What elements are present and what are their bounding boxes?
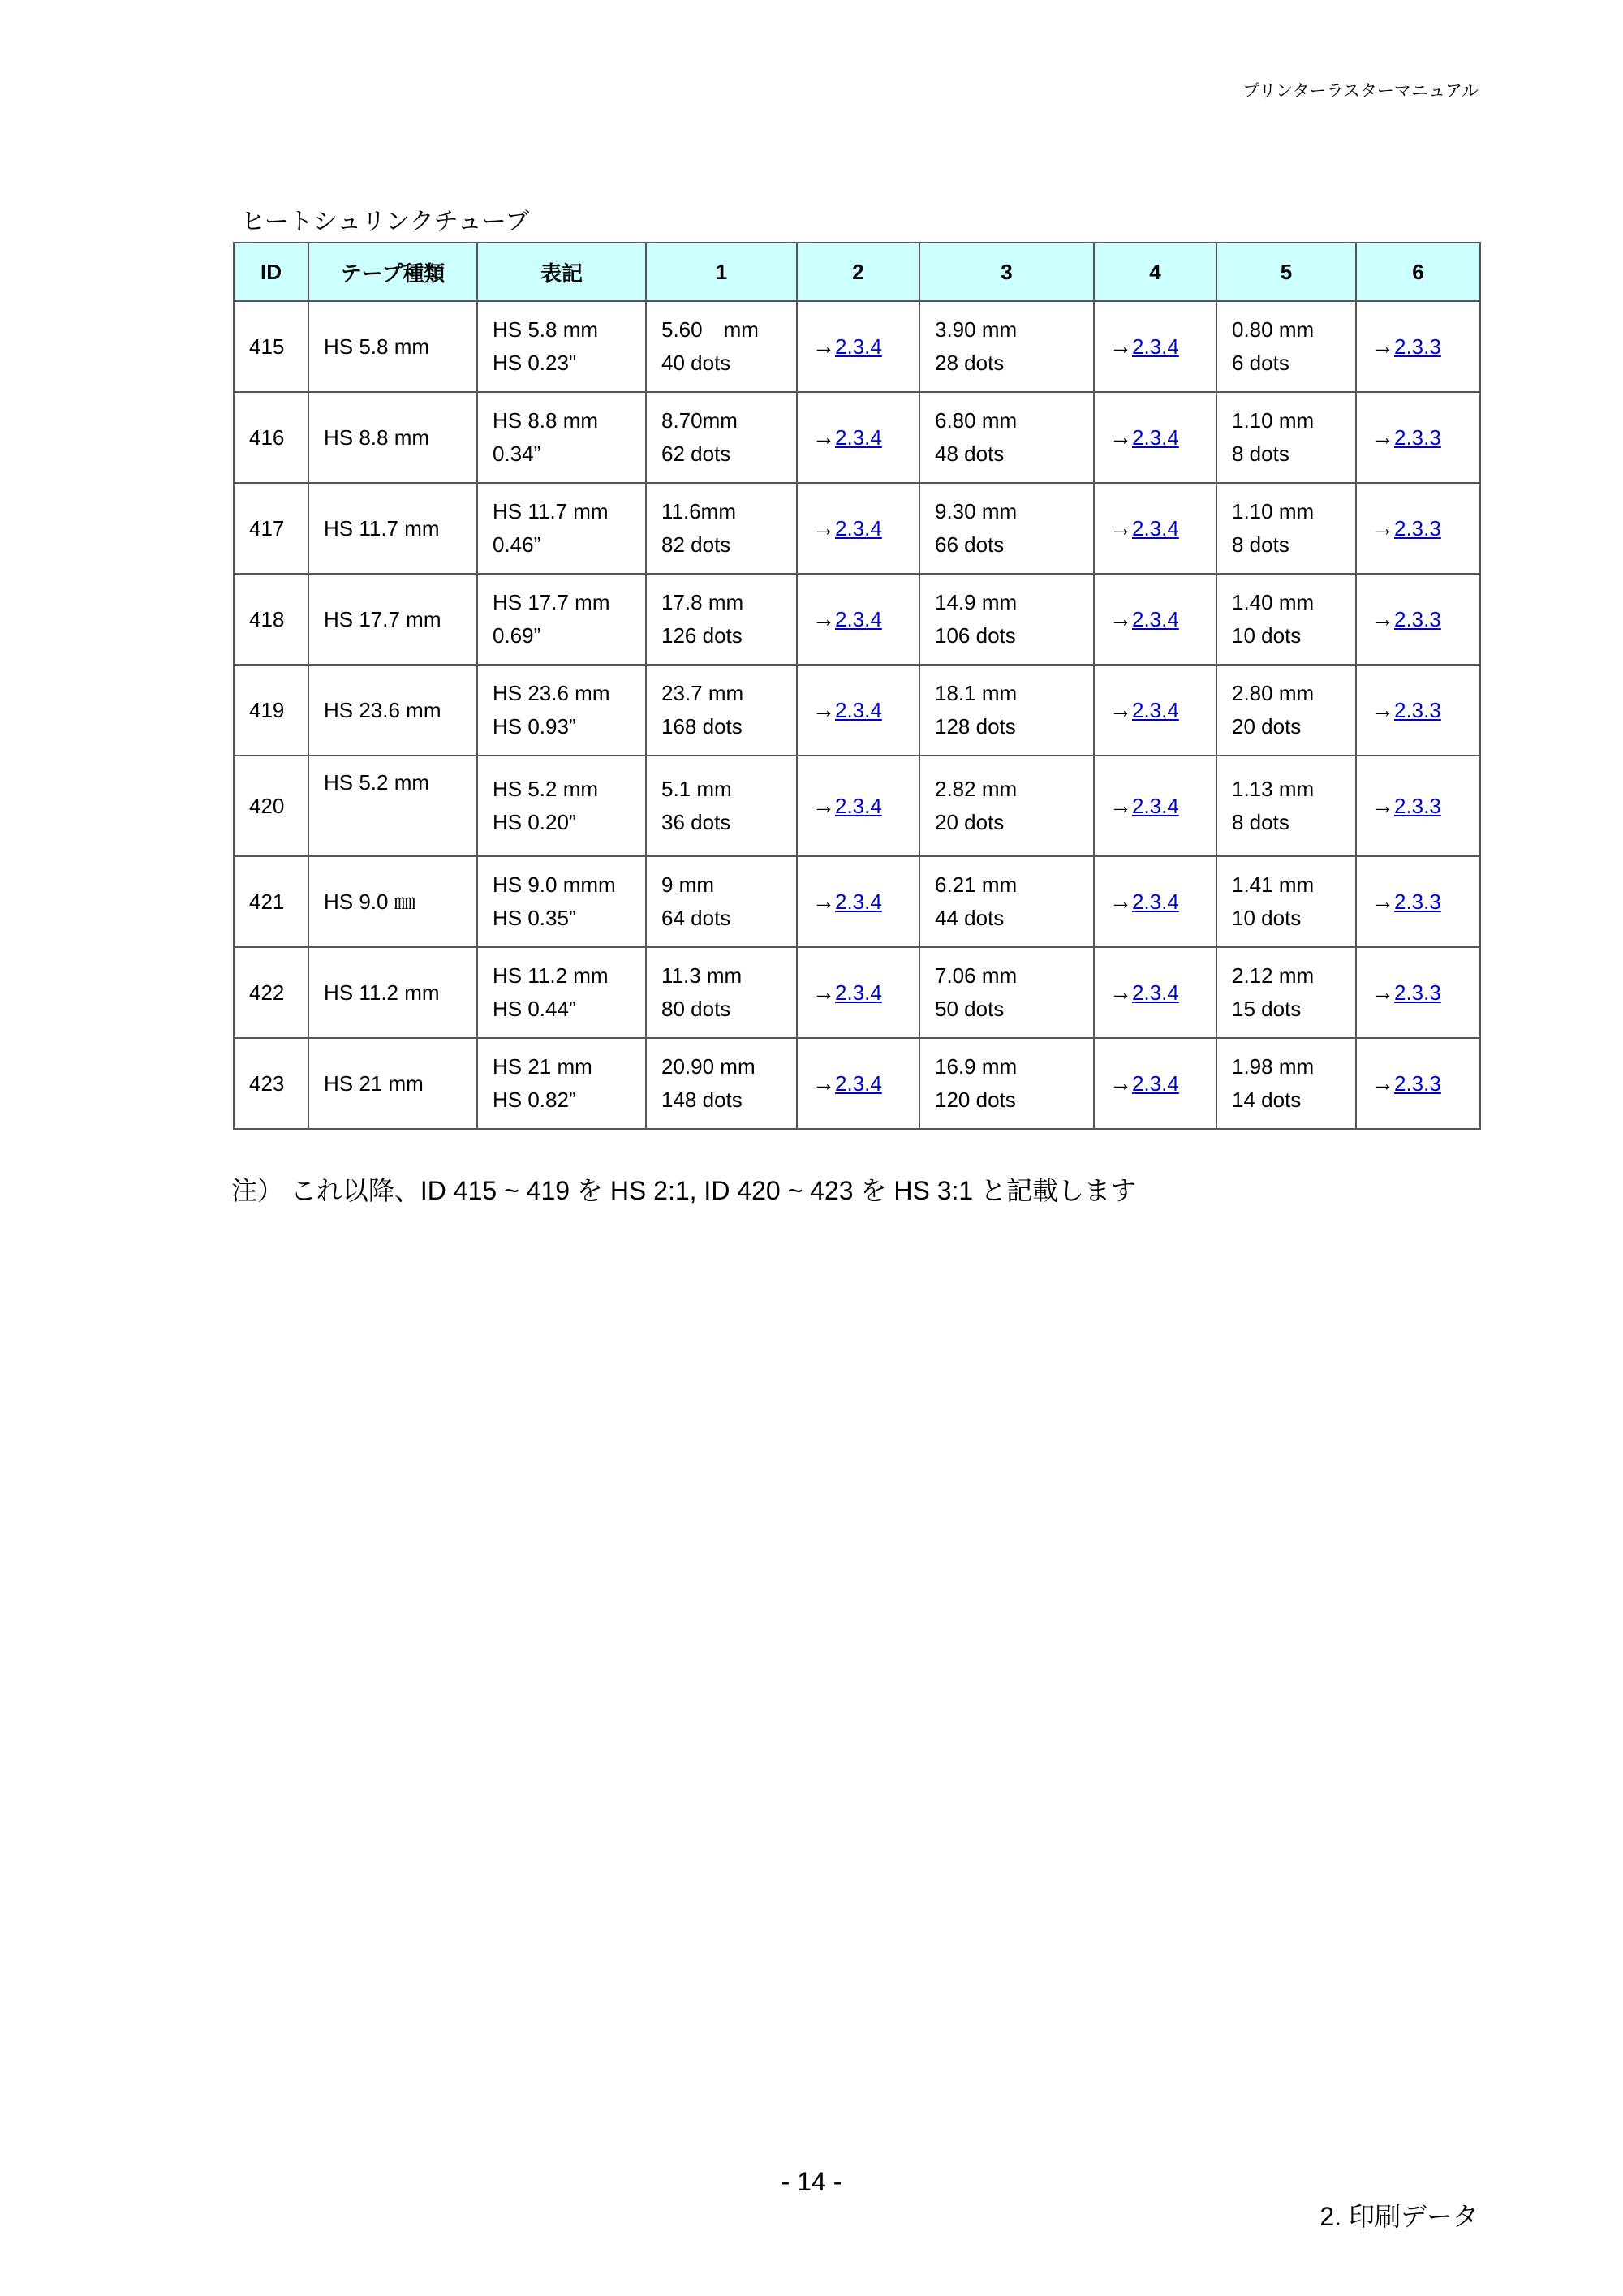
arrow-icon: → [812, 793, 835, 818]
notation-mm: HS 21 mm [493, 1054, 592, 1079]
col3-cell [919, 1038, 1094, 1129]
col1-cell [646, 392, 797, 483]
reference-cell [1356, 665, 1480, 756]
value-mm: 5.1 mm [661, 777, 732, 801]
arrow-icon: → [1109, 334, 1132, 359]
notation-cell [477, 947, 646, 1038]
table-row [234, 1038, 1480, 1129]
arrow-icon: → [1371, 424, 1394, 450]
arrow-icon: → [812, 1070, 835, 1096]
col3-cell [919, 301, 1094, 392]
reference-cell [1356, 1038, 1480, 1129]
section-link[interactable]: 2.3.4 [835, 516, 882, 541]
arrow-icon: → [1371, 1070, 1394, 1096]
value-mm: 17.8 mm [661, 590, 744, 614]
value-dots: 8 dots [1232, 442, 1289, 466]
arrow-icon: → [1371, 606, 1394, 631]
value-dots: 168 dots [661, 714, 743, 739]
value-mm: 1.10 mm [1232, 499, 1315, 523]
reference-cell [797, 856, 919, 947]
section-link[interactable]: 2.3.4 [1132, 890, 1179, 914]
value-dots: 36 dots [661, 810, 731, 834]
column-header: 3 [919, 243, 1094, 301]
notation-mm: HS 5.2 mm [493, 777, 599, 801]
notation-inch: 0.34” [493, 442, 541, 466]
value-dots: 50 dots [935, 997, 1005, 1021]
reference-cell [797, 574, 919, 665]
value-mm: 8.70mm [661, 408, 738, 433]
value-mm: 0.80 mm [1232, 317, 1315, 342]
value-dots: 48 dots [935, 442, 1005, 466]
value-mm: 1.41 mm [1232, 872, 1315, 897]
value-mm: 2.12 mm [1232, 963, 1315, 988]
section-link[interactable]: 2.3.3 [1394, 607, 1441, 631]
section-link[interactable]: 2.3.3 [1394, 794, 1441, 818]
notation-inch: HS 0.20” [493, 810, 576, 834]
reference-cell [1356, 756, 1480, 856]
arrow-icon: → [1109, 889, 1132, 914]
tape-type-cell: HS 21 mm [308, 1038, 477, 1129]
col3-cell [919, 856, 1094, 947]
col5-cell [1216, 483, 1356, 574]
value-mm: 7.06 mm [935, 963, 1018, 988]
section-link[interactable]: 2.3.3 [1394, 980, 1441, 1005]
notation-cell [477, 665, 646, 756]
tape-type-cell: HS 11.2 mm [308, 947, 477, 1038]
value-mm: 3.90 mm [935, 317, 1018, 342]
reference-cell [1356, 856, 1480, 947]
notation-inch: HS 0.93” [493, 714, 576, 739]
value-dots: 15 dots [1232, 997, 1302, 1021]
notation-mm: HS 11.7 mm [493, 499, 609, 523]
section-link[interactable]: 2.3.3 [1394, 516, 1441, 541]
value-mm: 9 mm [661, 872, 714, 897]
notation-mm: HS 17.7 mm [493, 590, 610, 614]
reference-cell [797, 756, 919, 856]
value-mm: 6.80 mm [935, 408, 1018, 433]
column-header: テープ種類 [308, 243, 477, 301]
reference-cell [797, 947, 919, 1038]
value-dots: 20 dots [1232, 714, 1302, 739]
value-dots: 148 dots [661, 1088, 743, 1112]
footer-chapter-label: 2. 印刷データ [1319, 2202, 1479, 2231]
col5-cell [1216, 574, 1356, 665]
arrow-icon: → [1109, 980, 1132, 1005]
col5-cell [1216, 947, 1356, 1038]
section-link[interactable]: 2.3.4 [1132, 425, 1179, 450]
tape-type-cell: HS 8.8 mm [308, 392, 477, 483]
tape-type-cell: HS 5.8 mm [308, 301, 477, 392]
section-link[interactable]: 2.3.3 [1394, 425, 1441, 450]
arrow-icon: → [812, 334, 835, 359]
table-row [234, 665, 1480, 756]
col1-cell [646, 483, 797, 574]
heat-shrink-tube-table [233, 242, 1481, 1130]
notation-mm: HS 11.2 mm [493, 963, 609, 988]
value-mm: 5.60 mm [661, 317, 759, 342]
col1-cell [646, 947, 797, 1038]
reference-cell [797, 665, 919, 756]
section-link[interactable]: 2.3.4 [835, 425, 882, 450]
notation-mm: HS 23.6 mm [493, 681, 610, 705]
section-link[interactable]: 2.3.4 [1132, 607, 1179, 631]
arrow-icon: → [812, 515, 835, 541]
value-dots: 40 dots [661, 351, 731, 375]
section-link[interactable]: 2.3.4 [1132, 980, 1179, 1005]
arrow-icon: → [1109, 424, 1132, 450]
value-mm: 1.98 mm [1232, 1054, 1315, 1079]
section-link[interactable]: 2.3.4 [835, 334, 882, 359]
value-dots: 80 dots [661, 997, 731, 1021]
reference-cell [1094, 392, 1216, 483]
tape-type-cell: HS 9.0 ㎜ [308, 856, 477, 947]
document-header-title: プリンターラスターマニュアル [1242, 82, 1479, 101]
table-row [234, 483, 1480, 574]
reference-cell [1356, 301, 1480, 392]
reference-cell [1094, 574, 1216, 665]
value-dots: 62 dots [661, 442, 731, 466]
value-dots: 128 dots [935, 714, 1016, 739]
notation-cell [477, 483, 646, 574]
arrow-icon: → [812, 980, 835, 1005]
value-mm: 1.13 mm [1232, 777, 1315, 801]
column-header: 4 [1094, 243, 1216, 301]
arrow-icon: → [1371, 889, 1394, 914]
note-text: 注） これ以降、ID 415 ~ 419 を HS 2:1, ID 420 ~ 423 を HS 3:1 と記載します [231, 1176, 1137, 1205]
arrow-icon: → [1109, 1070, 1132, 1096]
value-dots: 126 dots [661, 623, 743, 648]
col3-cell [919, 574, 1094, 665]
reference-cell [797, 483, 919, 574]
notation-mm: HS 5.8 mm [493, 317, 599, 342]
section-link[interactable]: 2.3.4 [1132, 698, 1179, 722]
section-link[interactable]: 2.3.4 [1132, 794, 1179, 818]
arrow-icon: → [812, 424, 835, 450]
col3-cell [919, 483, 1094, 574]
table-header-row [234, 243, 1480, 301]
section-link[interactable]: 2.3.4 [1132, 516, 1179, 541]
column-header: 1 [646, 243, 797, 301]
reference-cell [1356, 392, 1480, 483]
table-row [234, 947, 1480, 1038]
arrow-icon: → [1371, 334, 1394, 359]
tape-type-cell: HS 5.2 mm [308, 756, 477, 856]
section-link[interactable]: 2.3.3 [1394, 890, 1441, 914]
value-dots: 14 dots [1232, 1088, 1302, 1112]
notation-inch: HS 0.35” [493, 906, 576, 930]
value-dots: 64 dots [661, 906, 731, 930]
section-link[interactable]: 2.3.3 [1394, 1071, 1441, 1096]
reference-cell [1094, 665, 1216, 756]
id-cell: 422 [234, 947, 308, 1038]
table-row [234, 392, 1480, 483]
column-header: 5 [1216, 243, 1356, 301]
id-cell: 421 [234, 856, 308, 947]
value-mm: 11.6mm [661, 499, 736, 523]
value-mm: 23.7 mm [661, 681, 744, 705]
notation-inch: HS 0.23" [493, 351, 577, 375]
arrow-icon: → [1371, 980, 1394, 1005]
col3-cell [919, 756, 1094, 856]
value-dots: 82 dots [661, 532, 731, 557]
value-mm: 2.80 mm [1232, 681, 1315, 705]
column-header: 表記 [477, 243, 646, 301]
notation-cell [477, 756, 646, 856]
arrow-icon: → [1109, 793, 1132, 818]
col3-cell [919, 665, 1094, 756]
value-dots: 8 dots [1232, 532, 1289, 557]
notation-inch: HS 0.44” [493, 997, 576, 1021]
id-cell: 418 [234, 574, 308, 665]
id-cell: 417 [234, 483, 308, 574]
value-mm: 11.3 mm [661, 963, 743, 988]
notation-mm: HS 8.8 mm [493, 408, 599, 433]
reference-cell [1094, 483, 1216, 574]
col5-cell [1216, 301, 1356, 392]
notation-cell [477, 301, 646, 392]
arrow-icon: → [1109, 515, 1132, 541]
value-mm: 14.9 mm [935, 590, 1018, 614]
section-link[interactable]: 2.3.3 [1394, 334, 1441, 359]
value-dots: 10 dots [1232, 906, 1302, 930]
value-dots: 120 dots [935, 1088, 1016, 1112]
table-row [234, 301, 1480, 392]
value-mm: 1.40 mm [1232, 590, 1315, 614]
notation-cell [477, 392, 646, 483]
reference-cell [797, 1038, 919, 1129]
tape-type-cell: HS 11.7 mm [308, 483, 477, 574]
col1-cell [646, 665, 797, 756]
tape-type-cell: HS 17.7 mm [308, 574, 477, 665]
value-mm: 18.1 mm [935, 681, 1018, 705]
table-row [234, 756, 1480, 856]
id-cell: 416 [234, 392, 308, 483]
section-link[interactable]: 2.3.4 [1132, 1071, 1179, 1096]
notation-inch: 0.69” [493, 623, 541, 648]
notation-cell [477, 856, 646, 947]
arrow-icon: → [1109, 697, 1132, 722]
id-cell: 423 [234, 1038, 308, 1129]
value-dots: 20 dots [935, 810, 1005, 834]
reference-cell [1094, 856, 1216, 947]
column-header: 6 [1356, 243, 1480, 301]
column-header: 2 [797, 243, 919, 301]
col5-cell [1216, 1038, 1356, 1129]
col1-cell [646, 1038, 797, 1129]
id-cell: 419 [234, 665, 308, 756]
reference-cell [1094, 301, 1216, 392]
section-link[interactable]: 2.3.4 [1132, 334, 1179, 359]
value-mm: 1.10 mm [1232, 408, 1315, 433]
section-link[interactable]: 2.3.4 [835, 890, 882, 914]
notation-inch: 0.46” [493, 532, 541, 557]
id-cell: 415 [234, 301, 308, 392]
value-dots: 8 dots [1232, 810, 1289, 834]
reference-cell [1356, 483, 1480, 574]
value-mm: 9.30 mm [935, 499, 1018, 523]
notation-cell [477, 574, 646, 665]
value-mm: 16.9 mm [935, 1054, 1018, 1079]
arrow-icon: → [1371, 515, 1394, 541]
value-dots: 66 dots [935, 532, 1005, 557]
value-mm: 2.82 mm [935, 777, 1018, 801]
section-title: ヒートシュリンクチューブ [241, 209, 530, 235]
tape-type-cell: HS 23.6 mm [308, 665, 477, 756]
value-dots: 44 dots [935, 906, 1005, 930]
value-mm: 6.21 mm [935, 872, 1018, 897]
arrow-icon: → [1371, 697, 1394, 722]
notation-mm: HS 9.0 mmm [493, 872, 616, 897]
value-mm: 20.90 mm [661, 1054, 756, 1079]
reference-cell [1356, 947, 1480, 1038]
value-dots: 28 dots [935, 351, 1005, 375]
arrow-icon: → [812, 889, 835, 914]
col5-cell [1216, 856, 1356, 947]
id-cell: 420 [234, 756, 308, 856]
column-header: ID [234, 243, 308, 301]
arrow-icon: → [812, 606, 835, 631]
reference-cell [797, 301, 919, 392]
col1-cell [646, 756, 797, 856]
page-number: - 14 - [781, 2167, 842, 2196]
value-dots: 6 dots [1232, 351, 1289, 375]
col3-cell [919, 392, 1094, 483]
reference-cell [1094, 756, 1216, 856]
col5-cell [1216, 756, 1356, 856]
section-link[interactable]: 2.3.4 [835, 607, 882, 631]
col5-cell [1216, 392, 1356, 483]
section-link[interactable]: 2.3.4 [835, 980, 882, 1005]
arrow-icon: → [1371, 793, 1394, 818]
notation-inch: HS 0.82” [493, 1088, 576, 1112]
reference-cell [1356, 574, 1480, 665]
table-row [234, 856, 1480, 947]
value-dots: 10 dots [1232, 623, 1302, 648]
table-row [234, 574, 1480, 665]
section-link[interactable]: 2.3.4 [835, 1071, 882, 1096]
col5-cell [1216, 665, 1356, 756]
value-dots: 106 dots [935, 623, 1016, 648]
reference-cell [1094, 1038, 1216, 1129]
arrow-icon: → [812, 697, 835, 722]
col1-cell [646, 574, 797, 665]
arrow-icon: → [1109, 606, 1132, 631]
reference-cell [797, 392, 919, 483]
section-link[interactable]: 2.3.3 [1394, 698, 1441, 722]
notation-cell [477, 1038, 646, 1129]
col1-cell [646, 856, 797, 947]
section-link[interactable]: 2.3.4 [835, 698, 882, 722]
col1-cell [646, 301, 797, 392]
reference-cell [1094, 947, 1216, 1038]
section-link[interactable]: 2.3.4 [835, 794, 882, 818]
col3-cell [919, 947, 1094, 1038]
